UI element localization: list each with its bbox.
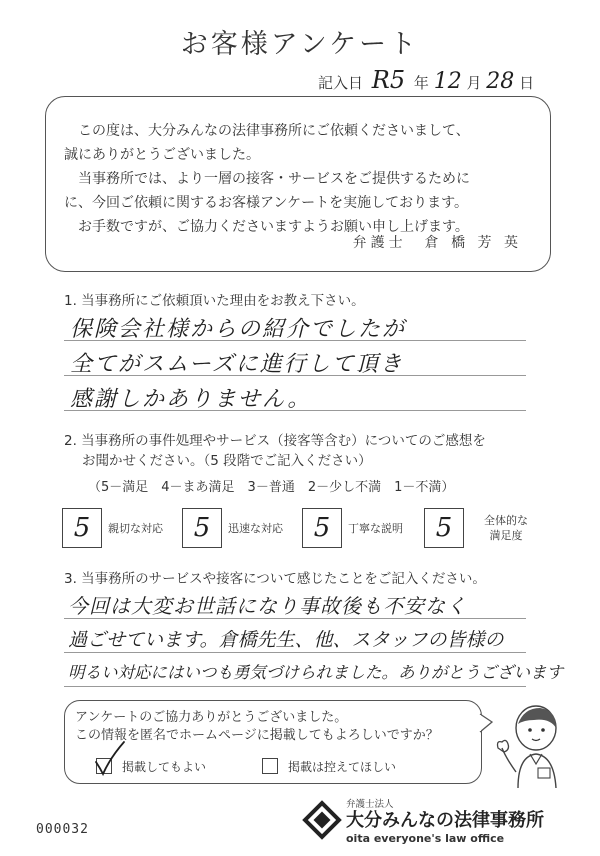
rating-box-speed[interactable] (182, 508, 222, 548)
rating-box-explanation[interactable] (302, 508, 342, 548)
consent-no-checkbox[interactable] (262, 758, 278, 774)
q1-answer-line-2[interactable]: 全てがスムーズに進行して頂き (70, 352, 404, 377)
rating-label-overall-line-1: 全体的な (484, 514, 528, 527)
firm-prefix: 弁護士法人 (346, 799, 394, 810)
consent-no-label: 掲載は控えてほしい (288, 760, 397, 774)
q3-rule-3 (64, 686, 526, 687)
q2-label-line-1: 2. 当事務所の事件処理やサービス（接客等含む）についてのご感想を (64, 433, 486, 449)
rating-label-kind: 親切な対応 (108, 522, 163, 535)
q3-answer-line-1[interactable]: 今回は大変お世話になり事故後も不安なく (68, 594, 467, 618)
month-value[interactable]: 12 (433, 69, 462, 94)
day-value[interactable]: 28 (486, 69, 515, 94)
rating-value-overall: 5 (435, 513, 453, 543)
page-title: お客様アンケート (180, 29, 420, 60)
date-row (318, 66, 534, 94)
rating-value-explanation: 5 (313, 513, 331, 543)
month-label: 月 (466, 74, 482, 92)
form-code: 000032 (36, 822, 89, 837)
intro-line-3: 当事務所では、より一層の接客・サービスをご提供するために (78, 171, 470, 187)
rating-box-kind[interactable] (62, 508, 102, 548)
rating-label-speed: 迅速な対応 (228, 522, 283, 535)
rating-box-overall[interactable] (424, 508, 464, 548)
rating-label-overall-line-2: 満足度 (489, 529, 523, 542)
intro-line-1: この度は、大分みんなの法律事務所にご依頼くださいまして、 (78, 123, 470, 139)
rating-value-speed: 5 (193, 513, 211, 543)
staff-illustration-icon (494, 702, 574, 788)
q2-label-line-2: お聞かせください。（5 段階でご記入ください） (82, 453, 372, 469)
intro-line-4: に、今回ご依頼に関するお客様アンケートを実施しております。 (64, 195, 469, 211)
rating-scale: （5－満足 4－まあ満足 3－普通 2－少し不満 1－不満） (88, 480, 455, 495)
rating-label-explanation: 丁寧な説明 (348, 522, 403, 535)
q1-label: 1. 当事務所にご依頼頂いた理由をお教え下さい。 (64, 293, 365, 309)
consent-line-2: この情報を匿名でホームページに掲載してもよろしいですか？ (75, 728, 439, 743)
bubble-tail-icon (478, 712, 494, 734)
signature: 弁護士 倉 橋 芳 英 (352, 235, 522, 251)
q3-answer-line-3[interactable]: 明るい対応にはいつも勇気づけられました。ありがとうございます (68, 663, 563, 682)
intro-line-2: 誠にありがとうございました。 (64, 147, 260, 163)
rating-value-kind: 5 (73, 513, 91, 543)
q1-answer-line-3[interactable]: 感謝しかありません。 (70, 387, 312, 412)
q3-answer-line-2[interactable]: 過ごせています。倉橋先生、他、スタッフの皆様の (68, 629, 504, 651)
consent-yes-label: 掲載してもよい (122, 760, 207, 774)
consent-line-1: アンケートのご協力ありがとうございました。 (75, 710, 348, 725)
era-value[interactable]: R5 (371, 66, 406, 94)
firm-english-name: oita everyone's law office (346, 832, 505, 845)
year-label: 年 (413, 74, 429, 92)
q3-rule-2 (64, 652, 526, 653)
firm-name: 大分みんなの法律事務所 (346, 810, 544, 831)
intro-line-5: お手数ですが、ご協力くださいますようお願い申し上げます。 (78, 219, 469, 235)
date-label: 記入日 (318, 74, 364, 92)
intro-box (45, 96, 551, 272)
q3-label: 3. 当事務所のサービスや接客について感じたことをご記入ください。 (64, 571, 486, 587)
q1-answer-line-1[interactable]: 保険会社様からの紹介でしたが (70, 317, 407, 342)
firm-logo-icon (302, 800, 342, 840)
day-label: 日 (519, 74, 535, 92)
rating-label-overall (476, 513, 536, 543)
